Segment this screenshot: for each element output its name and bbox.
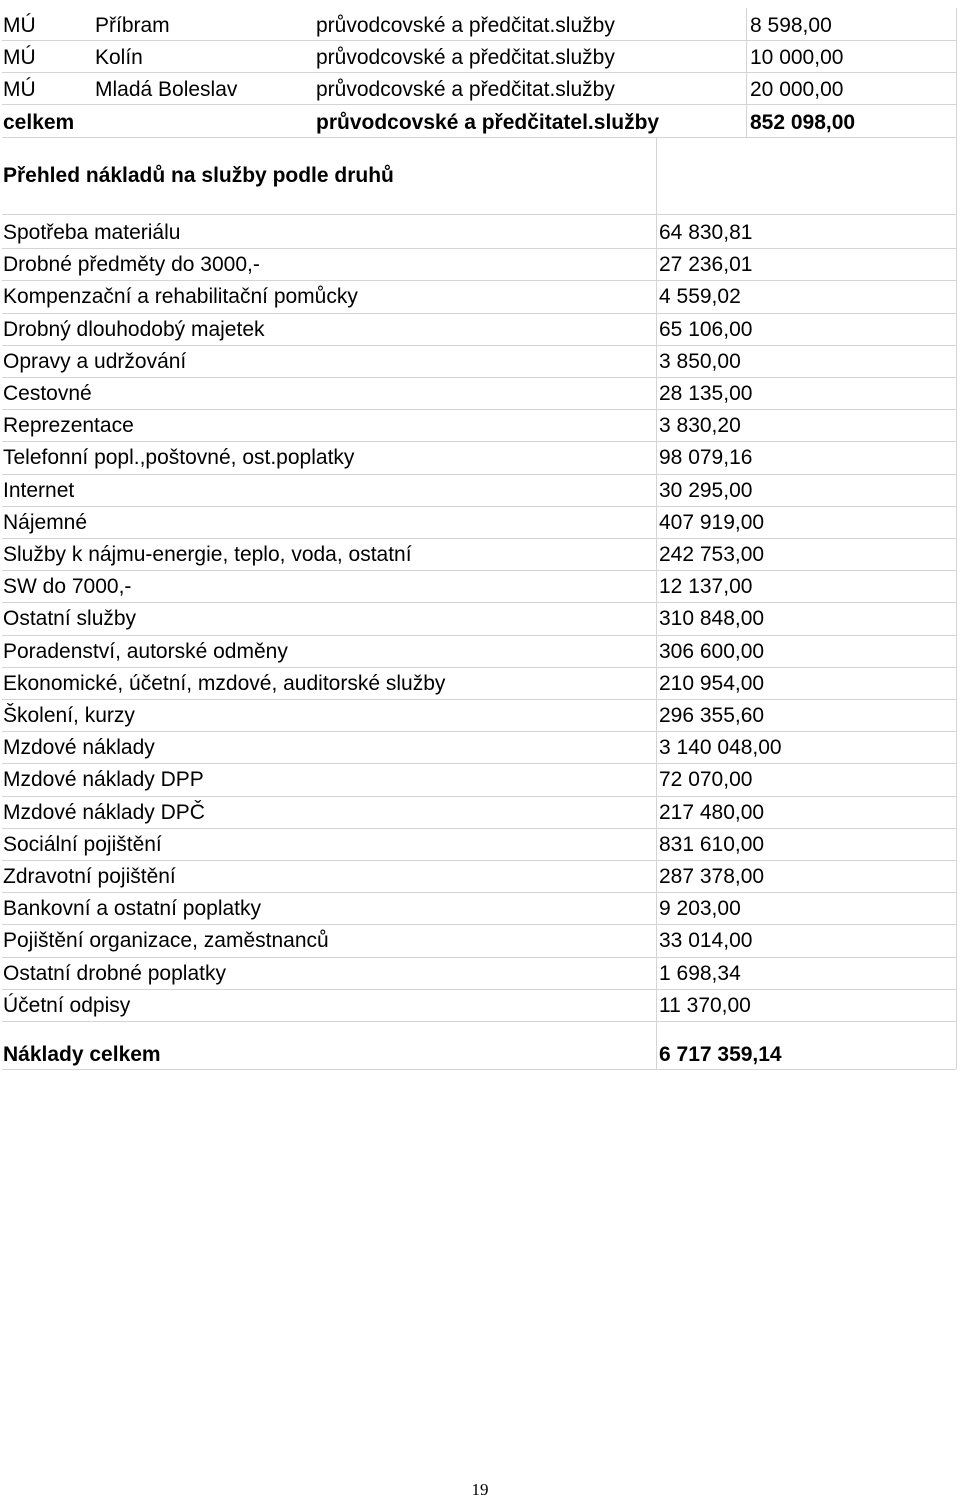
cost-category-value: 3 850,00	[659, 350, 741, 373]
grid-line	[2, 137, 956, 138]
office-city: Mladá Boleslav	[95, 78, 238, 101]
grid-line	[2, 828, 956, 829]
cost-category-value: 242 753,00	[659, 543, 765, 566]
cost-category-value: 4 559,02	[659, 285, 741, 308]
grid-line	[2, 1021, 956, 1022]
cost-category-label: Telefonní popl.,poštovné, ost.poplatky	[3, 446, 355, 469]
grid-line	[2, 860, 956, 861]
cost-category-label: Drobný dlouhodobý majetek	[3, 318, 265, 341]
cost-category-value: 98 079,16	[659, 446, 753, 469]
grid-line	[2, 40, 956, 41]
page-number: 19	[471, 1480, 489, 1499]
grid-line	[2, 731, 956, 732]
cost-category-value: 1 698,34	[659, 962, 741, 985]
grid-line	[2, 699, 956, 700]
section-title: Přehled nákladů na služby podle druhů	[3, 164, 394, 187]
cost-category-value: 28 135,00	[659, 382, 753, 405]
cost-category-value: 27 236,01	[659, 253, 753, 276]
office-city: Kolín	[95, 46, 143, 69]
cost-category-label: Mzdové náklady DPČ	[3, 801, 205, 824]
grid-line	[2, 1069, 956, 1070]
service-amount: 8 598,00	[750, 14, 832, 37]
grand-total-value: 6 717 359,14	[659, 1043, 782, 1066]
office-city: Příbram	[95, 14, 170, 37]
grid-line	[2, 763, 956, 764]
total-label: celkem	[3, 111, 75, 134]
service-description: průvodcovské a předčitat.služby	[316, 78, 615, 101]
office-type: MÚ	[3, 14, 36, 37]
grid-line	[656, 214, 657, 1069]
grid-line	[956, 8, 957, 137]
cost-category-label: Opravy a udržování	[3, 350, 187, 373]
service-amount: 10 000,00	[750, 46, 844, 69]
cost-category-label: Kompenzační a rehabilitační pomůcky	[3, 285, 358, 308]
grid-line	[2, 409, 956, 410]
grand-total-label: Náklady celkem	[3, 1043, 161, 1066]
grid-line	[2, 248, 956, 249]
cost-category-label: Sociální pojištění	[3, 833, 162, 856]
cost-category-label: Ekonomické, účetní, mzdové, auditorské služby	[3, 672, 446, 695]
service-description: průvodcovské a předčitat.služby	[316, 14, 615, 37]
grid-line	[2, 924, 956, 925]
grid-line	[956, 214, 957, 1069]
grid-line	[2, 474, 956, 475]
cost-category-label: Bankovní a ostatní poplatky	[3, 897, 261, 920]
grid-line	[2, 957, 956, 958]
service-description: průvodcovské a předčitat.služby	[316, 46, 615, 69]
grid-line	[2, 667, 956, 668]
grid-line	[2, 104, 956, 105]
cost-category-value: 407 919,00	[659, 511, 765, 534]
grid-line	[2, 214, 956, 215]
total-description: průvodcovské a předčitatel.služby	[316, 111, 660, 134]
cost-category-label: Ostatní služby	[3, 607, 137, 630]
cost-category-value: 831 610,00	[659, 833, 765, 856]
grid-line	[2, 280, 956, 281]
office-type: MÚ	[3, 78, 36, 101]
cost-category-value: 11 370,00	[659, 994, 751, 1017]
grid-line	[2, 538, 956, 539]
cost-category-label: Účetní odpisy	[3, 994, 131, 1017]
cost-category-value: 3 140 048,00	[659, 736, 782, 759]
cost-category-label: Drobné předměty do 3000,-	[3, 253, 260, 276]
grid-line	[2, 635, 956, 636]
grid-line	[2, 377, 956, 378]
service-amount: 20 000,00	[750, 78, 844, 101]
cost-category-value: 64 830,81	[659, 221, 753, 244]
grid-line	[656, 137, 657, 214]
cost-category-value: 30 295,00	[659, 479, 753, 502]
cost-category-label: Internet	[3, 479, 75, 502]
cost-category-label: Poradenství, autorské odměny	[3, 640, 288, 663]
grid-line	[2, 602, 956, 603]
cost-category-value: 310 848,00	[659, 607, 765, 630]
cost-category-label: Mzdové náklady DPP	[3, 768, 204, 791]
cost-category-label: Mzdové náklady	[3, 736, 155, 759]
cost-category-label: Školení, kurzy	[3, 704, 135, 727]
grid-line	[2, 345, 956, 346]
grid-line	[2, 506, 956, 507]
grid-line	[2, 989, 956, 990]
cost-category-value: 33 014,00	[659, 929, 753, 952]
cost-category-label: Služby k nájmu-energie, teplo, voda, ostatní	[3, 543, 412, 566]
total-amount: 852 098,00	[750, 111, 856, 134]
grid-line	[2, 796, 956, 797]
cost-category-label: Ostatní drobné poplatky	[3, 962, 226, 985]
cost-category-label: Pojištění organizace, zaměstnanců	[3, 929, 329, 952]
cost-category-value: 287 378,00	[659, 865, 765, 888]
cost-category-value: 72 070,00	[659, 768, 753, 791]
cost-category-label: Zdravotní pojištění	[3, 865, 176, 888]
office-type: MÚ	[3, 46, 36, 69]
cost-category-label: Nájemné	[3, 511, 88, 534]
cost-category-value: 65 106,00	[659, 318, 753, 341]
cost-category-value: 12 137,00	[659, 575, 753, 598]
cost-category-label: SW do 7000,-	[3, 575, 132, 598]
cost-category-value: 296 355,60	[659, 704, 765, 727]
grid-line	[2, 892, 956, 893]
cost-category-value: 306 600,00	[659, 640, 765, 663]
grid-line	[2, 570, 956, 571]
grid-line	[956, 137, 957, 214]
grid-line	[2, 441, 956, 442]
grid-line	[746, 8, 747, 137]
cost-category-value: 217 480,00	[659, 801, 765, 824]
grid-line	[2, 72, 956, 73]
cost-category-label: Cestovné	[3, 382, 92, 405]
grid-line	[2, 313, 956, 314]
cost-category-label: Spotřeba materiálu	[3, 221, 181, 244]
cost-category-value: 3 830,20	[659, 414, 741, 437]
cost-category-value: 9 203,00	[659, 897, 741, 920]
cost-category-label: Reprezentace	[3, 414, 134, 437]
cost-category-value: 210 954,00	[659, 672, 765, 695]
